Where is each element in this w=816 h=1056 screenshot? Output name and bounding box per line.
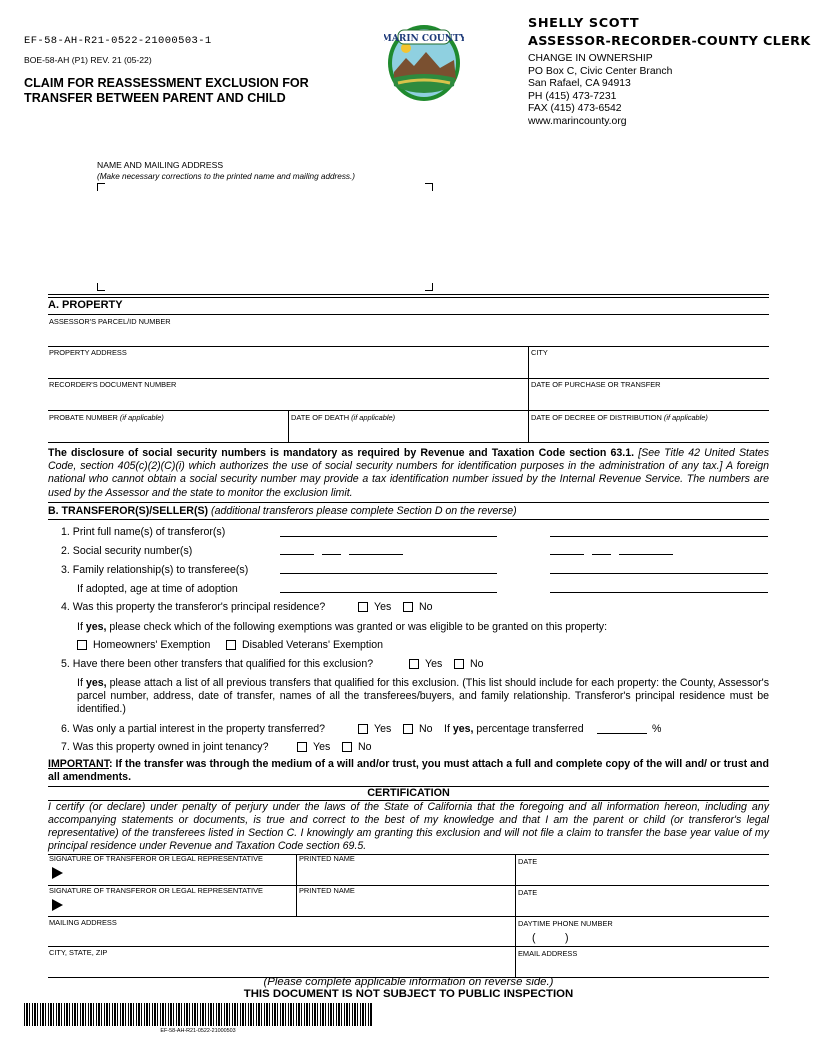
- q4-label: 4. Was this property the transferor's principal residence?: [61, 601, 326, 613]
- office-dept: CHANGE IN OWNERSHIP: [528, 53, 653, 64]
- q4-no-label: No: [419, 601, 433, 613]
- recorder-doc-field[interactable]: [48, 389, 526, 409]
- important-label: IMPORTANT: [48, 758, 110, 770]
- ssn1-part2[interactable]: [322, 554, 341, 555]
- document-code: EF-58-AH-R21-0522-21000503-1: [24, 35, 212, 47]
- q3b-label: If adopted, age at time of adoption: [77, 583, 238, 595]
- percent-sign: %: [652, 723, 662, 735]
- county-seal-logo: [384, 20, 464, 104]
- ssn2-part2[interactable]: [592, 554, 611, 555]
- q5-no-checkbox[interactable]: [454, 659, 464, 669]
- q7-no-label: No: [358, 741, 372, 753]
- mailing-label: NAME AND MAILING ADDRESS: [97, 160, 224, 170]
- divider: [48, 410, 769, 411]
- certification-title: CERTIFICATION: [367, 787, 450, 799]
- ssn1-part1[interactable]: [280, 554, 314, 555]
- barcode-text: EF-58-AH-R21-0522-21000503: [160, 1028, 236, 1034]
- ssn-notice: [48, 447, 769, 500]
- date-decree-label: [531, 413, 708, 422]
- email-label: EMAIL ADDRESS: [518, 949, 578, 958]
- date2-label: DATE: [518, 888, 538, 897]
- q2-label: 2. Social security number(s): [61, 545, 193, 557]
- q1-label: 1. Print full name(s) of transferor(s): [61, 526, 226, 538]
- veterans-label: Disabled Veterans' Exemption: [242, 639, 383, 651]
- date1-field[interactable]: [517, 866, 768, 884]
- signature1-field[interactable]: [66, 864, 294, 884]
- homeowners-checkbox[interactable]: [77, 640, 87, 650]
- section-a-title: A. PROPERTY: [48, 299, 123, 311]
- recorder-doc-label: RECORDER'S DOCUMENT NUMBER: [49, 380, 177, 389]
- important-notice: [48, 758, 769, 783]
- printed-name2-field[interactable]: [298, 895, 514, 915]
- email-field[interactable]: [517, 958, 768, 976]
- reverse-note: (Please complete applicable information on reverse side.): [263, 976, 554, 988]
- printed-name1-field[interactable]: [298, 864, 514, 884]
- divider: [48, 378, 769, 379]
- probate-field[interactable]: [48, 422, 286, 442]
- q4-yes-label: Yes: [374, 601, 392, 613]
- form-id: BOE-58-AH (P1) REV. 21 (05-22): [24, 55, 152, 65]
- official-name: SHELLY SCOTT: [528, 16, 640, 31]
- ssn-notice-italic: [See Title 42 United States Code, section 405(c)(2)(C)(i) which authorizes the use of social security numbers for identification purposes in the administration of any tax.] A foreign national who cannot obtain a social security number may provide a tax identification number issued by the Internal Revenue Service. The numbers are used by the Assessor and the state to monitor the exclusion limit.: [48, 447, 769, 499]
- q5-if-yes: [77, 677, 769, 717]
- certification-text: I certify (or declare) under penalty of perjury under the laws of the State of California that the foregoing and all information hereon, including any accompanying statements or documents, is true and correct to the best of my knowledge and that I am the parent or child (or transferor's legal representative) of the transferees listed in Section C. I knowingly am granting this exclusion and will not file a claim to transfer the base year value of my principal residence under Revenue and Taxation Code section 69.5.: [48, 801, 769, 852]
- q7-label: 7. Was this property owned in joint tenancy?: [61, 741, 269, 753]
- q5-yes-checkbox[interactable]: [409, 659, 419, 669]
- divider: [288, 410, 289, 442]
- q3-label: 3. Family relationship(s) to transferee(s): [61, 564, 249, 576]
- q4-yes-checkbox[interactable]: [358, 602, 368, 612]
- section-b-title-note: (additional transferors please complete Section D on the reverse): [211, 505, 517, 517]
- q4-if-bold: yes,: [85, 621, 107, 633]
- office-website[interactable]: www.marincounty.org: [528, 115, 627, 127]
- veterans-checkbox[interactable]: [226, 640, 236, 650]
- property-address-label: PROPERTY ADDRESS: [49, 348, 127, 357]
- date-decree-text: DATE OF DECREE OF DISTRIBUTION: [531, 413, 662, 422]
- probate-note: (if applicable): [119, 413, 164, 422]
- city-state-zip-label: CITY, STATE, ZIP: [49, 948, 108, 957]
- office-contact: [528, 53, 672, 128]
- q6-yes-label: Yes: [374, 723, 392, 735]
- mailing-note: (Make necessary corrections to the printed name and mailing address.): [97, 172, 356, 181]
- ssn2-part1[interactable]: [550, 554, 584, 555]
- q6-label: 6. Was only a partial interest in the property transferred?: [61, 723, 325, 735]
- form-title: [24, 76, 309, 106]
- divider: [48, 346, 769, 347]
- q5-label: 5. Have there been other transfers that qualified for this exclusion?: [61, 658, 374, 670]
- signature2-field[interactable]: [66, 895, 294, 915]
- date-decree-note: (if applicable): [663, 413, 708, 422]
- date-death-text: DATE OF DEATH: [291, 413, 350, 422]
- divider: [528, 378, 529, 410]
- office-phone: PH (415) 473-7231: [528, 90, 617, 102]
- q5-if-pre: If: [77, 677, 86, 689]
- homeowners-label: Homeowners' Exemption: [93, 639, 211, 651]
- q4-if-pre: If: [77, 621, 86, 633]
- city-field[interactable]: [530, 357, 768, 377]
- not-public-notice: THIS DOCUMENT IS NOT SUBJECT TO PUBLIC INSPECTION: [243, 988, 574, 1000]
- city-state-zip-field[interactable]: [48, 957, 513, 976]
- mailing-corner-tl: [97, 183, 105, 191]
- date2-field[interactable]: [517, 897, 768, 915]
- percentage-line[interactable]: [597, 733, 647, 734]
- relationship1-line[interactable]: [280, 573, 497, 574]
- parcel-label: ASSESSOR'S PARCEL/ID NUMBER: [49, 317, 171, 326]
- mailing-corner-tr: [425, 183, 433, 191]
- date-death-note: (if applicable): [351, 413, 396, 422]
- form-title-line1: CLAIM FOR REASSESSMENT EXCLUSION FOR: [24, 76, 309, 90]
- divider: [528, 346, 529, 378]
- ssn2-part3[interactable]: [619, 554, 673, 555]
- q6-if-bold: yes,: [452, 723, 474, 735]
- date-death-field[interactable]: [290, 422, 526, 442]
- signature2-arrow-icon: [52, 899, 63, 911]
- divider: [48, 314, 769, 315]
- signature1-label: SIGNATURE OF TRANSFEROR OR LEGAL REPRESENTATIVE: [49, 854, 263, 863]
- ssn1-part3[interactable]: [349, 554, 403, 555]
- daytime-phone-field[interactable]: ( ): [532, 932, 569, 944]
- q6-no-label: No: [419, 723, 433, 735]
- q5-no-label: No: [470, 658, 484, 670]
- divider: [48, 294, 769, 295]
- form-title-line2: TRANSFER BETWEEN PARENT AND CHILD: [24, 91, 286, 105]
- mailing-address-field[interactable]: [48, 927, 513, 946]
- q6-yes-checkbox[interactable]: [358, 724, 368, 734]
- q5-yes-label: Yes: [425, 658, 443, 670]
- signature1-arrow-icon: [52, 867, 63, 879]
- printed-name1-label: PRINTED NAME: [299, 854, 355, 863]
- divider: [528, 410, 529, 442]
- ssn-notice-bold: The disclosure of social security numbers is mandatory as required by Revenue and Taxation Code section 63.1.: [48, 447, 635, 459]
- parcel-field[interactable]: [48, 326, 769, 346]
- section-b-title: [48, 505, 517, 518]
- divider: [48, 502, 769, 503]
- signature2-label: SIGNATURE OF TRANSFEROR OR LEGAL REPRESENTATIVE: [49, 886, 263, 895]
- printed-name2-label: PRINTED NAME: [299, 886, 355, 895]
- barcode: [24, 1003, 372, 1026]
- q4-no-checkbox[interactable]: [403, 602, 413, 612]
- office-address2: San Rafael, CA 94913: [528, 78, 631, 89]
- date-decree-field[interactable]: [530, 422, 768, 442]
- property-address-field[interactable]: [48, 357, 526, 377]
- q6-if-yes: [444, 723, 584, 736]
- office-address1: PO Box C, Civic Center Branch: [528, 65, 673, 77]
- q5-if-bold: yes,: [85, 677, 107, 689]
- date-purchase-field[interactable]: [530, 389, 768, 409]
- adoption-age1-line[interactable]: [280, 592, 497, 593]
- q6-no-checkbox[interactable]: [403, 724, 413, 734]
- mailing-corner-br: [425, 283, 433, 291]
- transferor2-name-line[interactable]: [550, 536, 768, 537]
- adoption-age2-line[interactable]: [550, 592, 768, 593]
- divider: [48, 916, 769, 917]
- mailing-address-label: MAILING ADDRESS: [49, 918, 117, 927]
- divider: [48, 519, 769, 520]
- relationship2-line[interactable]: [550, 573, 768, 574]
- q5-if-post: please attach a list of all previous transfers that qualified for this exclusion. (This list should include for each property: the County, Assessor's parcel number, address, date of transfer, names of all the transferees/buyers, and family relationship. Transferor's principal residence must be identified.): [77, 677, 769, 716]
- probate-label: [49, 413, 164, 422]
- mailing-corner-bl: [97, 283, 105, 291]
- q6-if-pre: If: [444, 723, 453, 735]
- q7-no-checkbox[interactable]: [342, 742, 352, 752]
- q4-if-post: please check which of the following exemptions was granted or was eligible to be granted on this property:: [106, 621, 608, 633]
- date1-label: DATE: [518, 857, 538, 866]
- q7-yes-checkbox[interactable]: [297, 742, 307, 752]
- q7-yes-label: Yes: [313, 741, 331, 753]
- official-title: ASSESSOR-RECORDER-COUNTY CLERK: [528, 34, 811, 49]
- important-text: : If the transfer was through the medium of a will and/or trust, you must attach a full and complete copy of the will and/ or trust and all amendments.: [48, 758, 769, 783]
- q6-if-post: percentage transferred: [473, 723, 584, 735]
- city-label: CITY: [531, 348, 548, 357]
- divider: [48, 946, 769, 947]
- seal-text: MARIN COUNTY: [384, 34, 464, 44]
- section-b-title-text: B. TRANSFEROR(S)/SELLER(S): [48, 505, 209, 517]
- divider: [48, 297, 769, 298]
- date-purchase-label: DATE OF PURCHASE OR TRANSFER: [531, 380, 661, 389]
- date-death-label: [291, 413, 395, 422]
- q4-if-yes: [77, 621, 607, 634]
- office-fax: FAX (415) 473-6542: [528, 103, 622, 114]
- divider: [48, 442, 769, 443]
- transferor1-name-line[interactable]: [280, 536, 497, 537]
- probate-text: PROBATE NUMBER: [49, 413, 118, 422]
- daytime-phone-label: DAYTIME PHONE NUMBER: [518, 919, 613, 928]
